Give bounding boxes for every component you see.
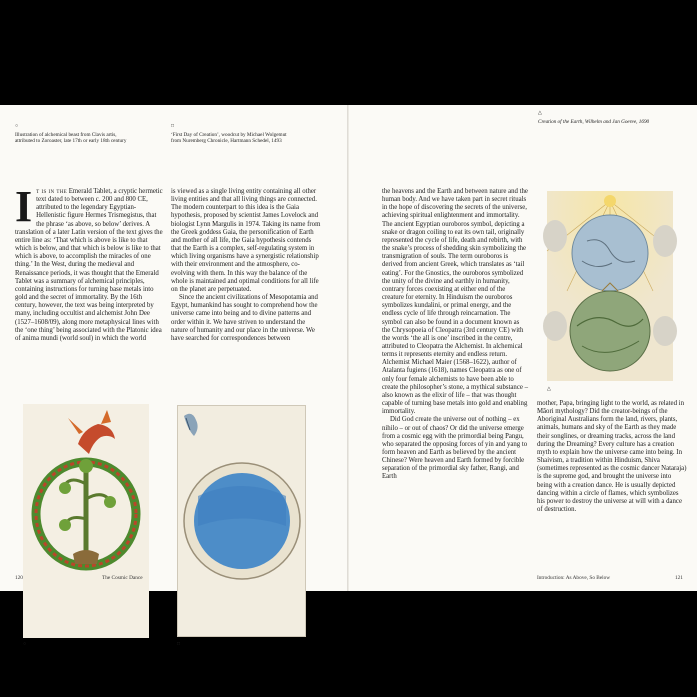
caption-marker-square: □: [171, 124, 175, 129]
caption-text: ‘First Day of Creation’, woodcut by Michael Wolgemut from Nuremberg Chronicle, Hartmann Schedel, 1493: [171, 131, 287, 145]
image-marker-square: □: [177, 642, 181, 647]
creation-of-earth-engraving: [547, 191, 673, 381]
image-marker-circle: ○: [23, 642, 27, 647]
first-day-of-creation-woodcut: [177, 405, 306, 637]
body-column-1: [15, 182, 163, 343]
body-column-4: [537, 400, 687, 514]
caption-ouroboros: [15, 124, 133, 145]
caption-creation-of-earth: [538, 111, 658, 125]
image-marker-triangle: △: [547, 387, 551, 392]
body-paragraph: the heavens and the Earth and between nature and the human body. And we have taken part in secret rituals in the hope of discovering the secrets of the universe, achieving spiritual enlightenment and immortality. The ancient Egyptian ouroboros symbol, depicting a snake or dragon coiling to eat its own tail, originally represented the cycle of life, death and rebirth, with the snake’s process of shedding skin symbolizing the transmigration of souls. The term ouroboros is derived from ancient Greek, which translates as ‘tail eating’. For the Gnostics, the ouroboros symbolized the unity of the divine and earthly in humanity, contrary forces coexisting at either end of the creature for eternity. In Hinduism the ouroboros symbolizes kundalini, or primal energy, and the endless cycle of life through reincarnation. The symbol can also be found in a document known as the Chrysopoeia of Cleopatra (3rd century CE) with the words ‘the all is one’ inscribed in the centre, attributed to Cleopatra the Alchemist. In alchemical terms it represents eternity and endless return. Alchemist Michael Maier (1568–1622), author of Atalanta fugiens (1618), names Cleopatra as one of only four female alchemists to have been able to create the philosopher’s stone, a mythical substance – also known as the elixir of life – that was thought capable of turning base metals into gold and enabling immortality.: [382, 188, 528, 416]
ouroboros-illustration: [23, 404, 149, 638]
caption-woodcut: [171, 124, 291, 145]
folio: 121: [675, 575, 683, 581]
body-paragraph: Did God create the universe out of nothing – ex nihilo – or out of chaos? Or did the universe emerge from a cosmic egg with the primordial being Pangu, who separated the opposing forces of yin and yang to form heaven and Earth as believed by the ancient Chinese? Were heaven and Earth formed by forcible separation of the primordial sky father, Rangi, and Earth: [382, 416, 528, 481]
body-column-3: [382, 188, 528, 482]
caption-text: Creation of the Earth, Wilhelm and Jan Goeree, 1690: [538, 118, 650, 125]
body-paragraph: is viewed as a single living entity containing all other living entities and that all living things are connected. The modern counterpart to this idea is the Gaia hypothesis, proposed by scientist James Lovelock and biologist Lynn Margulis in 1974. Taking its name from the Greek goddess Gaia, the personification of Earth and mother of all life, the Gaia hypothesis contends that the Earth is a complex, self-regulating system in which living organisms have a synergistic relationship with their environment and the atmosphere, co-evolving with them. In this way the balance of the whole is maintained and optimal conditions for all life on the planet are perpetuated.: [171, 188, 321, 293]
right-page: [349, 105, 697, 591]
body-paragraph: Since the ancient civilizations of Mesopotamia and Egypt, humankind has sought to comprehend how the universe came into being and to divine patterns and order within it. We have striven to understand the nature of humanity and our place in the universe. We have searched for correspondences between: [171, 294, 318, 342]
caption-marker-circle: ○: [15, 124, 19, 129]
body-paragraph: mother, Papa, bringing light to the world, as related in Māori mythology? Did the creator-beings of the Aboriginal Australians form the land, rivers, plants, animals, humans and sky of the Earth as they made their songlines, or dreaming tracks, across the land during the Dreaming? Every culture has a creation myth to explain how the universe came into being. In Shaivism, a tradition within Hinduism, Shiva (sometimes represented as the cosmic dancer Nataraja) is the supreme god, and brought the universe into being with a creation dance. He is usually depicted dancing within a circle of flames, which symbolizes his power to destroy the universe at will with a dance of destruction.: [537, 400, 687, 514]
lead-caps: t is in the: [36, 188, 68, 195]
body-paragraph: Emerald Tablet, a cryptic hermetic text dated to between c. 200 and 800 CE, attributed to the legendary Egyptian-Hellenistic figure Hermes Trismegistus, that the phrase ‘as above, so below’ derives. A translation of a later Latin version of the text gives the entire line as: ‘That which is above is like to that which is below, and that which is below is like to that which is above, to accomplish the miracles of one thing.’ In the West, during the medieval and Renaissance periods, it was thought that the Emerald Tablet was a summary of alchemical principles, containing instructions for turning base metals into gold and the secret of immortality. By the 16th century, however, the text was being interpreted by many, including occultist and alchemist John Dee (1527–1608/09), along more metaphysical lines with the ‘one thing’ being associated with the Platonic idea of anima mundi (world soul) in which the world: [15, 188, 163, 342]
left-page: [0, 105, 347, 647]
caption-marker-triangle: △: [538, 111, 542, 116]
running-head: Introduction: As Above, So Below: [537, 575, 611, 581]
folio: 120: [15, 575, 23, 581]
caption-text: Illustration of alchemical beast from Clavis artis, attributed to Zoroaster, late 17th or early 18th century: [15, 131, 127, 145]
drop-cap: I: [15, 182, 33, 231]
running-head: The Cosmic Dance: [102, 575, 143, 581]
body-column-2: [171, 188, 321, 343]
